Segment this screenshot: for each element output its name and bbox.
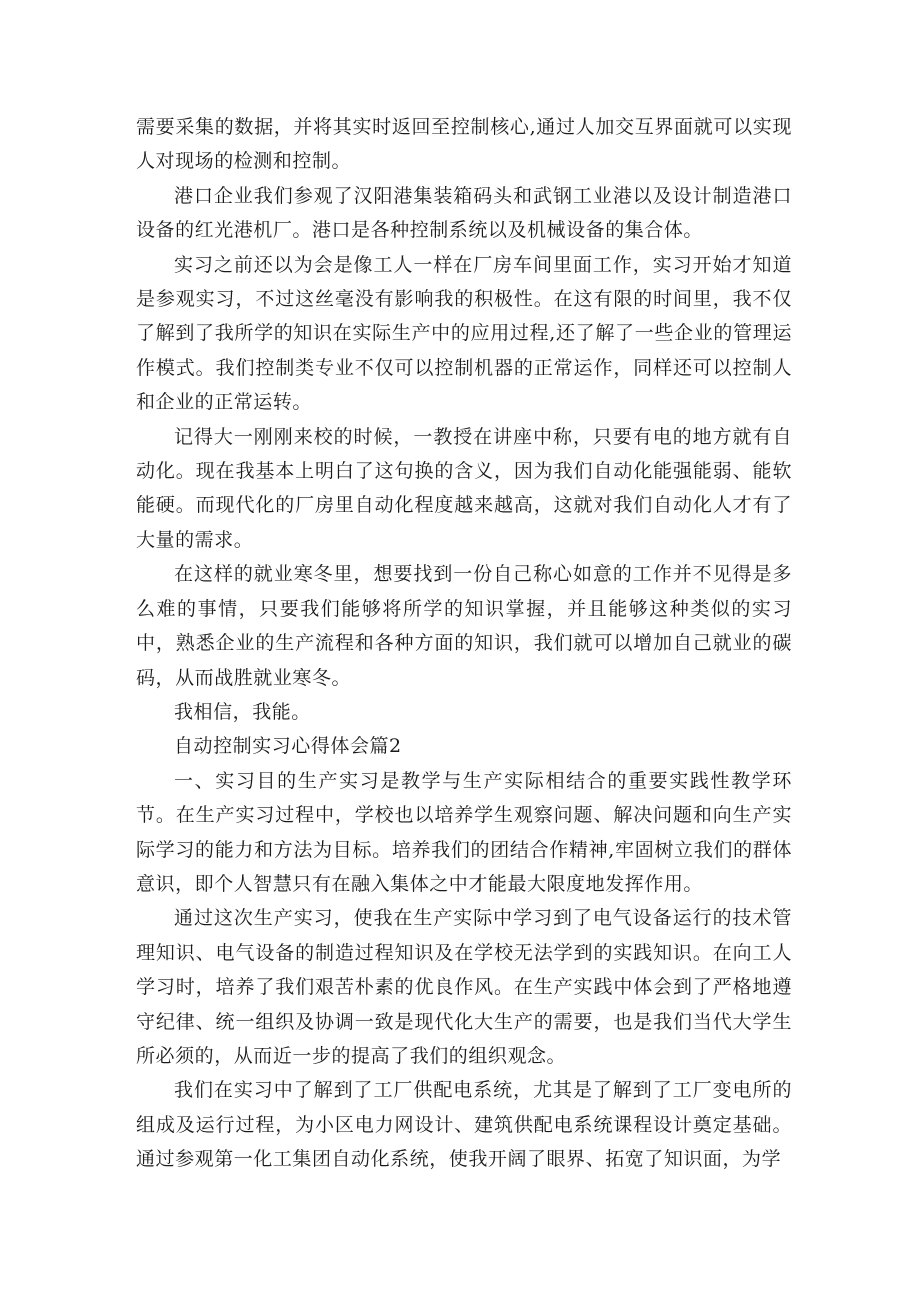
paragraph-7: 一、实习目的生产实习是教学与生产实际相结合的重要实践性教学环节。在生产实习过程中，学校也以培养学生观察问题、解决问题和向生产实际学习的能力和方法为目标。培养我们的团结合作精神,牢固树立我们的群体意识，即个人智慧只有在融入集体之中才能最大限度地发挥作用。 [136, 769, 792, 895]
paragraph-3: 实习之前还以为会是像工人一样在厂房车间里面工作，实习开始才知道是参观实习，不过这丝毫没有影响我的积极性。在这有限的时间里，我不仅了解到了我所学的知识在实际生产中的应用过程,还了解了一些企业的管理运作模式。我们控制类专业不仅可以控制机器的正常运作，同样还可以控制人和企业的正常运转。 [136, 253, 792, 414]
paragraph-8: 通过这次生产实习，使我在生产实际中学习到了电气设备运行的技术管理知识、电气设备的制造过程知识及在学校无法学到的实践知识。在向工人学习时，培养了我们艰苦朴素的优良作风。在生产实践中体会到了严格地遵守纪律、统一组织及协调一致是现代化大生产的需要，也是我们当代大学生所必须的，从而近一步的提高了我们的组织观念。 [136, 907, 792, 1067]
paragraph-2: 港口企业我们参观了汉阳港集装箱码头和武钢工业港以及设计制造港口设备的红光港机厂。港口是各种控制系统以及机械设备的集合体。 [136, 184, 792, 242]
paragraph-1: 需要采集的数据，并将其实时返回至控制核心,通过人加交互界面就可以实现人对现场的检测和控制。 [136, 116, 792, 173]
paragraph-4: 记得大一刚刚来校的时候，一教授在讲座中称，只要有电的地方就有自动化。现在我基本上明白了这句换的含义，因为我们自动化能强能弱、能软能硬。而现代化的厂房里自动化程度越来越高，这就对我们自动化人才有了大量的需求。 [136, 425, 792, 551]
section-heading: 自动控制实习心得体会篇2 [174, 735, 402, 758]
document-body [136, 110, 792, 1177]
paragraph-9: 我们在实习中了解到了工厂供配电系统，尤其是了解到了工厂变电所的组成及运行过程，为小区电力网设计、建筑供配电系统课程设计奠定基础。通过参观第一化工集团自动化系统，使我开阔了眼界、拓宽了知识面，为学 [136, 1079, 792, 1171]
paragraph-6: 我相信，我能。 [174, 700, 311, 723]
paragraph-5: 在这样的就业寒冬里，想要找到一份自己称心如意的工作并不见得是多么难的事情，只要我们能够将所学的知识掌握，并且能够这种类似的实习中，熟悉企业的生产流程和各种方面的知识，我们就可以增加自己就业的碳码，从而战胜就业寒冬。 [136, 563, 792, 689]
